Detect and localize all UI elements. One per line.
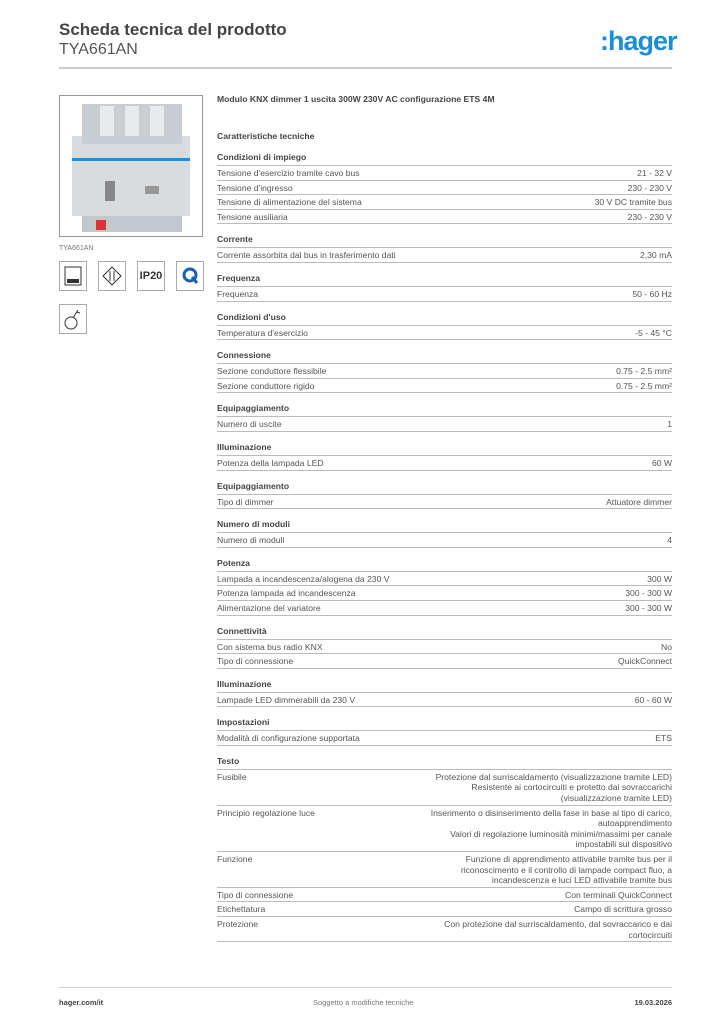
section-title: Connessione bbox=[217, 349, 672, 364]
spec-value: Con protezione dal surriscaldamento, dal sovraccarico e dai cortocircuiti bbox=[444, 919, 672, 940]
spec-row bbox=[217, 326, 672, 341]
spec-label: Modalità di configurazione supportata bbox=[217, 733, 360, 744]
spec-row bbox=[217, 248, 672, 263]
spec-value: 60 W bbox=[651, 457, 672, 468]
spec-row bbox=[217, 654, 672, 669]
product-code: TYA661AN bbox=[59, 41, 138, 58]
spec-label: Tensione d'esercizio tramite cavo bus bbox=[217, 168, 360, 178]
spec-label: Corrente assorbita dal bus in trasferimento dati bbox=[217, 250, 396, 261]
section-title: Equipaggiamento bbox=[217, 480, 672, 495]
spec-row bbox=[217, 166, 672, 181]
spec-label: Potenza lampada ad incandescenza bbox=[217, 588, 356, 599]
spec-row bbox=[217, 287, 672, 302]
cable-icon bbox=[59, 304, 87, 334]
spec-value: Campo di scrittura grosso bbox=[574, 904, 672, 915]
spec-label: Principio regolazione luce bbox=[217, 807, 315, 818]
section-title: Condizioni di impiego bbox=[217, 151, 672, 166]
section-title: Frequenza bbox=[217, 272, 672, 287]
spec-value: 0.75 - 2.5 mm² bbox=[616, 380, 672, 391]
section-title: Corrente bbox=[217, 233, 672, 248]
spec-row bbox=[217, 693, 672, 708]
spec-label: Frequenza bbox=[217, 288, 259, 299]
section-title: Connettività bbox=[217, 625, 672, 640]
spec-section bbox=[217, 233, 672, 263]
spec-label: Tensione d'ingresso bbox=[217, 182, 293, 193]
spec-value: 300 - 300 W bbox=[625, 588, 672, 599]
spec-value: 4 bbox=[667, 535, 672, 546]
spec-row bbox=[217, 533, 672, 548]
spec-value: No bbox=[661, 641, 672, 652]
spec-row bbox=[217, 601, 672, 616]
spec-value: Funzione di apprendimento attivabile tramite bus per il riconoscimento e il controllo di lampade compact fluo, a incandescenza e luci LED attivabile tramite bus bbox=[460, 854, 672, 886]
footer-note: Soggetto a modifiche tecniche bbox=[313, 998, 414, 1007]
spec-label: Sezione conduttore flessibile bbox=[217, 366, 327, 377]
spec-row bbox=[217, 806, 672, 852]
spec-value: 230 - 230 V bbox=[627, 182, 672, 193]
section-title: Illuminazione bbox=[217, 441, 672, 456]
hager-logo: :hager bbox=[600, 26, 677, 56]
section-title: Impostazioni bbox=[217, 716, 672, 731]
spec-label: Lampade LED dimmerabili da 230 V bbox=[217, 694, 356, 705]
section-title: Equipaggiamento bbox=[217, 402, 672, 417]
spec-label: Protezione bbox=[217, 919, 259, 929]
specs-title: Caratteristiche tecniche bbox=[217, 131, 315, 141]
spec-value: 300 - 300 W bbox=[625, 602, 672, 613]
spec-label: Tensione ausiliaria bbox=[217, 211, 288, 222]
spec-value: 2,30 mA bbox=[639, 250, 672, 261]
spec-value: 30 V DC tramite bus bbox=[594, 197, 672, 208]
spec-label: Funzione bbox=[217, 854, 253, 865]
image-caption: TYA661AN bbox=[59, 245, 94, 252]
spec-section bbox=[217, 272, 672, 302]
spec-section bbox=[217, 755, 672, 942]
spec-label: Lampada a incandescenza/alogena da 230 V bbox=[217, 573, 390, 584]
footer-website[interactable]: hager.com/it bbox=[59, 998, 104, 1007]
page-title: Scheda tecnica del prodotto bbox=[59, 20, 287, 39]
spec-value: Inserimento o disinserimento della fase in base al tipo di carico, autoapprendimento Valori di regolazione luminosità minimi/massimi per canale impostabili sul dispositivo bbox=[430, 807, 672, 850]
section-title: Potenza bbox=[217, 557, 672, 572]
spec-row bbox=[217, 210, 672, 225]
section-title: Numero di moduli bbox=[217, 518, 672, 533]
spec-value: 21 - 32 V bbox=[637, 168, 672, 178]
spec-row bbox=[217, 586, 672, 601]
spec-section bbox=[217, 349, 672, 393]
spec-label: Alimentazione del variatore bbox=[217, 602, 321, 613]
spec-label: Fusibile bbox=[217, 771, 247, 782]
spec-section bbox=[217, 151, 672, 224]
spec-section bbox=[217, 557, 672, 616]
spec-value: QuickConnect bbox=[618, 656, 672, 667]
spec-row bbox=[217, 495, 672, 510]
spec-section bbox=[217, 716, 672, 746]
footer-date: 19.03.2026 bbox=[634, 998, 672, 1007]
section-title: Condizioni d'uso bbox=[217, 311, 672, 326]
spec-value: ETS bbox=[655, 733, 672, 744]
spec-row bbox=[217, 379, 672, 394]
spec-value: -5 - 45 °C bbox=[635, 327, 672, 338]
spec-row bbox=[217, 572, 672, 587]
spec-label: Temperatura d'esercizio bbox=[217, 327, 308, 338]
spec-label: Sezione conduttore rigido bbox=[217, 380, 315, 391]
spec-row bbox=[217, 640, 672, 655]
spec-row bbox=[217, 456, 672, 471]
spec-value: Con terminali QuickConnect bbox=[565, 889, 672, 900]
spec-row bbox=[217, 888, 672, 903]
spec-label: Tensione di alimentazione del sistema bbox=[217, 197, 362, 208]
spec-section bbox=[217, 402, 672, 432]
spec-label: Numero di uscite bbox=[217, 419, 282, 430]
ip20-badge: IP20 bbox=[137, 261, 165, 291]
spec-row bbox=[217, 731, 672, 746]
spec-section bbox=[217, 625, 672, 669]
spec-value: 50 - 60 Hz bbox=[632, 288, 672, 299]
section-title: Testo bbox=[217, 755, 672, 770]
spec-row bbox=[217, 852, 672, 888]
spec-label: Etichettatura bbox=[217, 904, 266, 915]
product-image bbox=[59, 95, 203, 237]
product-description: Modulo KNX dimmer 1 uscita 300W 230V AC configurazione ETS 4M bbox=[217, 94, 495, 104]
spec-value: 230 - 230 V bbox=[627, 211, 672, 222]
spec-value: 300 W bbox=[647, 573, 672, 584]
spec-value: Protezione dal surriscaldamento (visualizzazione tramite LED) Resistente ai cortocircuiti e protetto dai sovraccarichi (visualizzazione tramite LED) bbox=[435, 771, 672, 804]
spec-row bbox=[217, 770, 672, 806]
spec-section bbox=[217, 518, 672, 548]
quickconnect-icon bbox=[176, 261, 204, 291]
spec-label: Con sistema bus radio KNX bbox=[217, 641, 323, 652]
spec-section bbox=[217, 678, 672, 708]
footer-divider bbox=[59, 987, 672, 988]
spec-value: 60 - 60 W bbox=[634, 694, 672, 705]
spec-row bbox=[217, 195, 672, 210]
spec-row bbox=[217, 417, 672, 432]
spec-label: Tipo di connessione bbox=[217, 656, 294, 667]
header-divider bbox=[59, 67, 672, 69]
spec-section bbox=[217, 311, 672, 341]
spec-section bbox=[217, 441, 672, 471]
spec-label: Tipo di dimmer bbox=[217, 496, 274, 507]
spec-label: Numero di moduli bbox=[217, 535, 285, 546]
double-insulation-icon bbox=[98, 261, 126, 291]
spec-row bbox=[217, 364, 672, 379]
spec-row bbox=[217, 181, 672, 196]
section-title: Illuminazione bbox=[217, 678, 672, 693]
spec-row bbox=[217, 902, 672, 917]
spec-row bbox=[217, 917, 672, 942]
spec-value: 0.75 - 2.5 mm² bbox=[616, 366, 672, 377]
spec-section bbox=[217, 480, 672, 510]
din-rail-icon bbox=[59, 261, 87, 291]
spec-value: 1 bbox=[667, 419, 672, 430]
spec-label: Tipo di connessione bbox=[217, 889, 294, 900]
spec-label: Potenza della lampada LED bbox=[217, 457, 324, 468]
spec-value: Attuatore dimmer bbox=[606, 496, 672, 507]
